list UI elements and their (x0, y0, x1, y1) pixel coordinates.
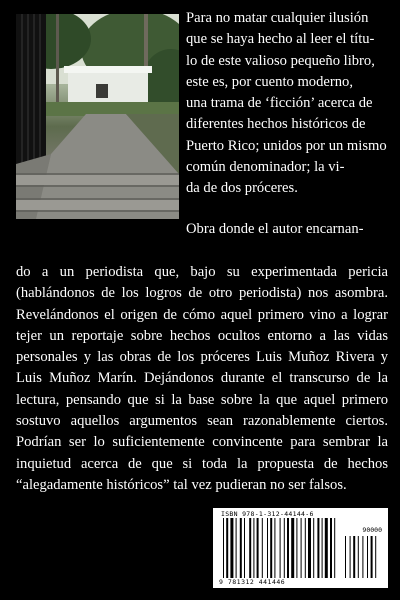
barcode-bar (240, 518, 242, 578)
barcode-bar (287, 518, 289, 578)
barcode-addon-bar (345, 536, 346, 578)
intro-line: diferentes hechos históricos de (186, 116, 366, 133)
intro-line: este es, por cuento moderno, (186, 73, 353, 90)
barcode-bar (226, 518, 228, 578)
barcode-bar (270, 518, 272, 578)
barcode-digits: 9 781312 441446 (219, 578, 286, 586)
barcode-bars (213, 508, 388, 588)
barcode-bar (236, 518, 237, 578)
barcode-bar (249, 518, 251, 578)
barcode-bar (305, 518, 306, 578)
barcode-bar (257, 518, 259, 578)
barcode-addon-bar (353, 536, 355, 578)
intro-line: una trama de ‘ficción’ acerca de (186, 95, 373, 112)
barcode-bar (325, 518, 328, 578)
barcode-bar (274, 518, 275, 578)
barcode-bar (284, 518, 285, 578)
intro-line: Para no matar cualquier ilusión (186, 10, 369, 26)
intro-paragraph-lines (186, 8, 388, 200)
synopsis-paragraph-text: do a un periodista que, bajo su experimentada pericia (hablándonos de los logros de otro periodista) nos asombra. Revelándonos el origen de cómo aquel primero vino a lograr tejer un reportaje sobre hechos ocultos entorno a las vidas personales y las obras de los próceres Luis Muñoz Rivera y Luis Muñoz Marín. Dejándonos durante el transcurso de la lectura, pensando que si la base sobre la que aquel primero sostuvo aquellos argumentos sean razonablemente ciertos. Podrían ser lo suficientemente convincente para sembrar la inquietud acerca de que si toda la propuesta de hechos “alegadamente históricos” tal vez pudieran no ser falsos. (16, 264, 388, 493)
barcode-addon-bar (362, 536, 363, 578)
barcode-addon-bar (358, 536, 359, 578)
barcode-bar (334, 518, 335, 578)
intro-paragraph (186, 8, 388, 200)
barcode-bar (244, 518, 245, 578)
synopsis-first-line (186, 219, 388, 240)
barcode-addon-bar (350, 536, 351, 578)
barcode-bar (291, 518, 294, 578)
isbn-barcode (213, 508, 388, 588)
barcode-bar (322, 518, 323, 578)
barcode-bar (330, 518, 332, 578)
barcode-bar (280, 518, 281, 578)
barcode-addon-bar (371, 536, 373, 578)
barcode-bar (253, 518, 254, 578)
barcode-bar (308, 518, 311, 578)
intro-line: que se haya hecho al leer el títu- (186, 31, 375, 48)
barcode-bar (313, 518, 314, 578)
intro-line: lo de este valioso pequeño libro, (186, 52, 375, 69)
barcode-addon-bar (375, 536, 376, 578)
cemetery-photo-drawing (16, 14, 179, 219)
synopsis-first-line-text: Obra donde el autor encarnan- (186, 221, 364, 237)
barcode-bar (301, 518, 302, 578)
cemetery-photo (16, 14, 179, 219)
intro-line: común denominador; la vi- (186, 159, 345, 176)
barcode-bar (317, 518, 319, 578)
isbn-label: ISBN 978-1-312-44144-6 (221, 510, 314, 518)
intro-line: da de dos próceres. (186, 180, 298, 197)
barcode-bar (223, 518, 224, 578)
barcode-addon-bar (367, 536, 368, 578)
barcode-bar (296, 518, 297, 578)
synopsis-paragraph (16, 262, 388, 496)
barcode-bar (262, 518, 263, 578)
price-code: 90000 (362, 526, 382, 534)
barcode-bar (267, 518, 268, 578)
barcode-bar (230, 518, 233, 578)
intro-line: Puerto Rico; unidos por un mismo (186, 137, 387, 154)
